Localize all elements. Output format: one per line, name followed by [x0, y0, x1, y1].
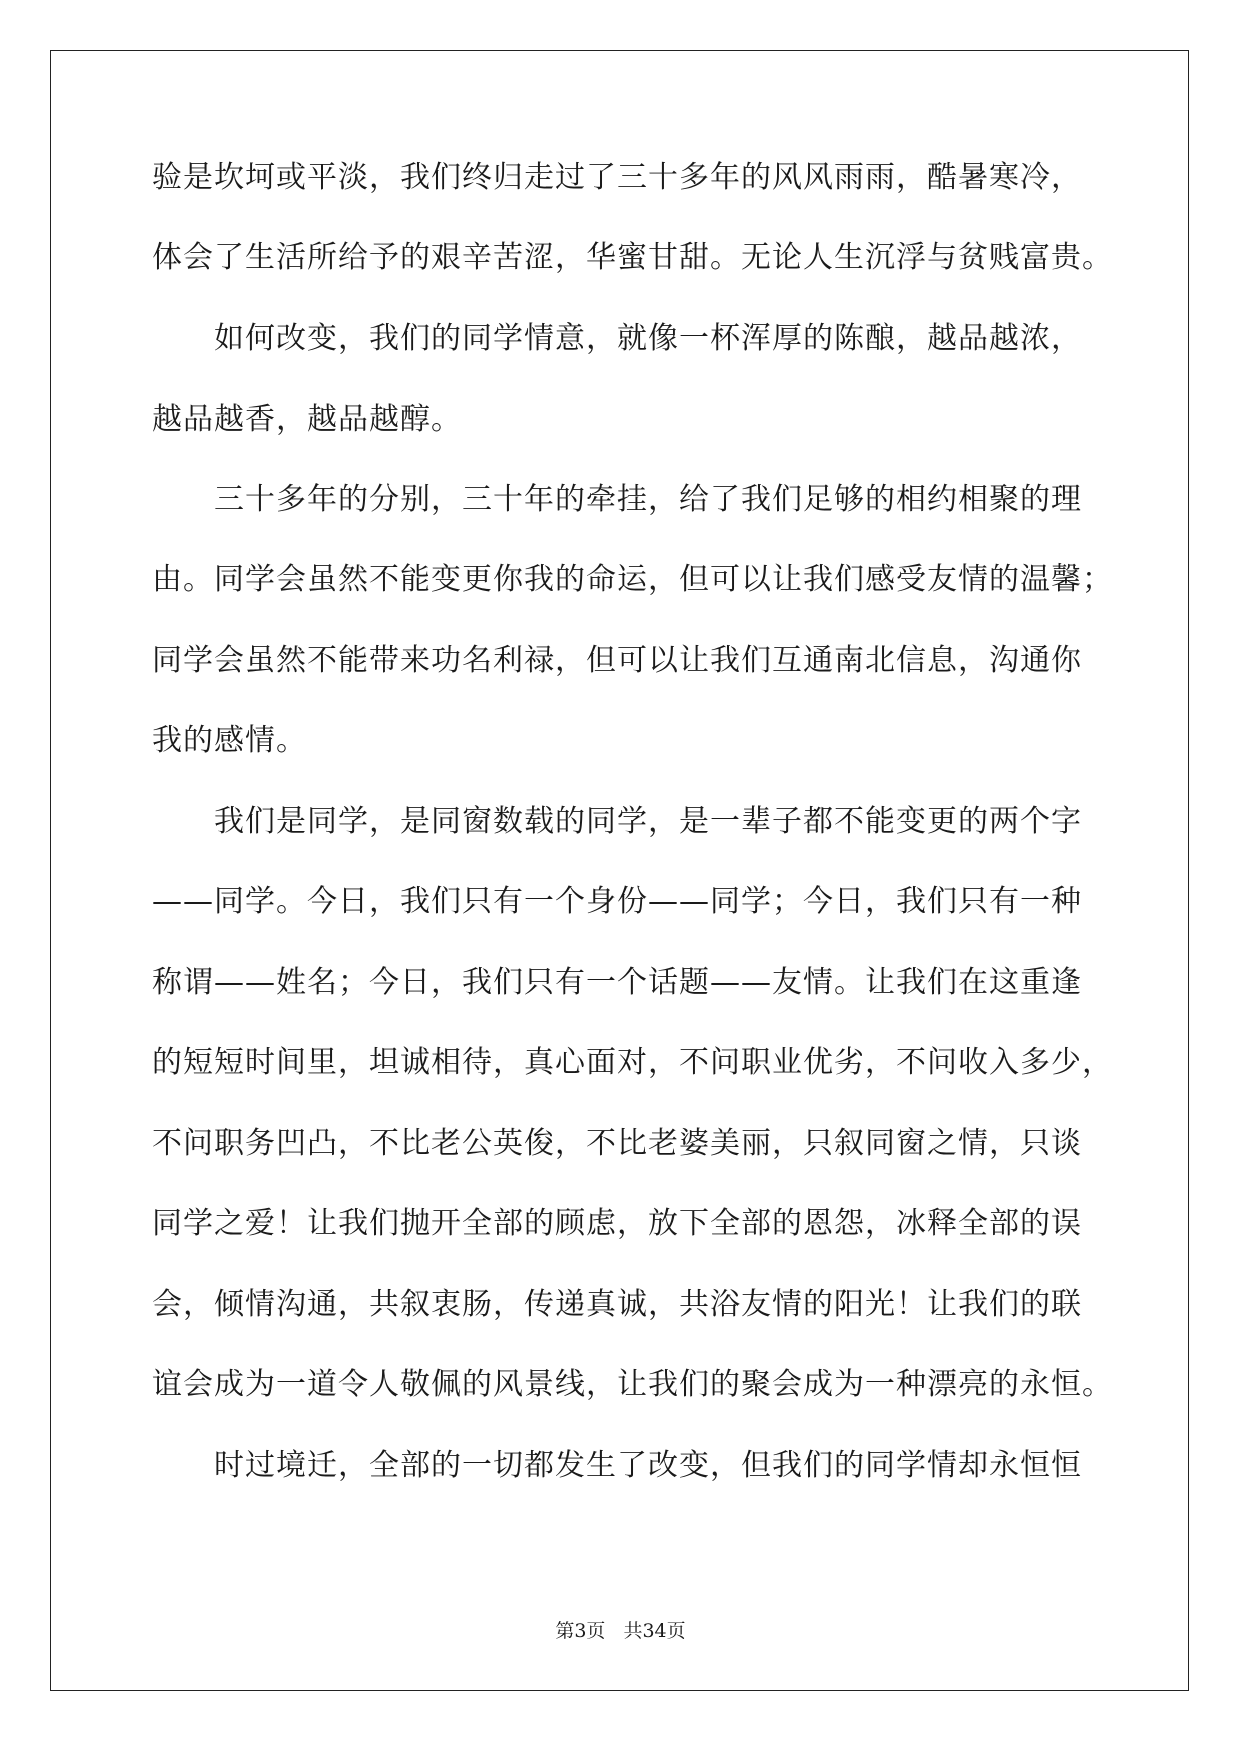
- page-number-current: 第3页: [555, 1620, 606, 1642]
- page-border: [50, 50, 1189, 1691]
- text-line: 验是坎坷或平淡，我们终归走过了三十多年的风风雨雨，酷暑寒冷，: [152, 160, 1082, 195]
- text-line: 我们是同学，是同窗数载的同学，是一辈子都不能变更的两个字: [214, 804, 1082, 839]
- page-footer: [0, 1616, 1241, 1643]
- text-line: 同学会虽然不能带来功名利禄，但可以让我们互通南北信息，沟通你: [152, 643, 1082, 678]
- text-line: 同学之爱！让我们抛开全部的顾虑，放下全部的恩怨，冰释全部的误: [152, 1206, 1082, 1241]
- text-line: 三十多年的分别，三十年的牵挂，给了我们足够的相约相聚的理: [214, 482, 1082, 517]
- text-line: 由。同学会虽然不能变更你我的命运，但可以让我们感受友情的温馨；: [152, 562, 1113, 597]
- text-line: 越品越香，越品越醇。: [152, 402, 462, 437]
- text-line: 我的感情。: [152, 723, 307, 758]
- text-line: ——同学。今日，我们只有一个身份——同学；今日，我们只有一种: [152, 884, 1082, 919]
- text-line: 称谓——姓名；今日，我们只有一个话题——友情。让我们在这重逢: [152, 965, 1082, 1000]
- text-line: 如何改变，我们的同学情意，就像一杯浑厚的陈酿，越品越浓，: [214, 321, 1082, 356]
- text-line: 的短短时间里，坦诚相待，真心面对，不问职业优劣，不问收入多少，: [152, 1045, 1113, 1080]
- text-line: 体会了生活所给予的艰辛苦涩，华蜜甘甜。无论人生沉浮与贫贱富贵。: [152, 240, 1113, 275]
- text-line: 会，倾情沟通，共叙衷肠，传递真诚，共浴友情的阳光！让我们的联: [152, 1287, 1082, 1322]
- text-line: 谊会成为一道令人敬佩的风景线，让我们的聚会成为一种漂亮的永恒。: [152, 1367, 1113, 1402]
- text-line: 时过境迁，全部的一切都发生了改变，但我们的同学情却永恒恒: [214, 1448, 1082, 1483]
- text-line: 不问职务凹凸，不比老公英俊，不比老婆美丽，只叙同窗之情，只谈: [152, 1126, 1082, 1161]
- page-number-total: 共34页: [623, 1620, 686, 1642]
